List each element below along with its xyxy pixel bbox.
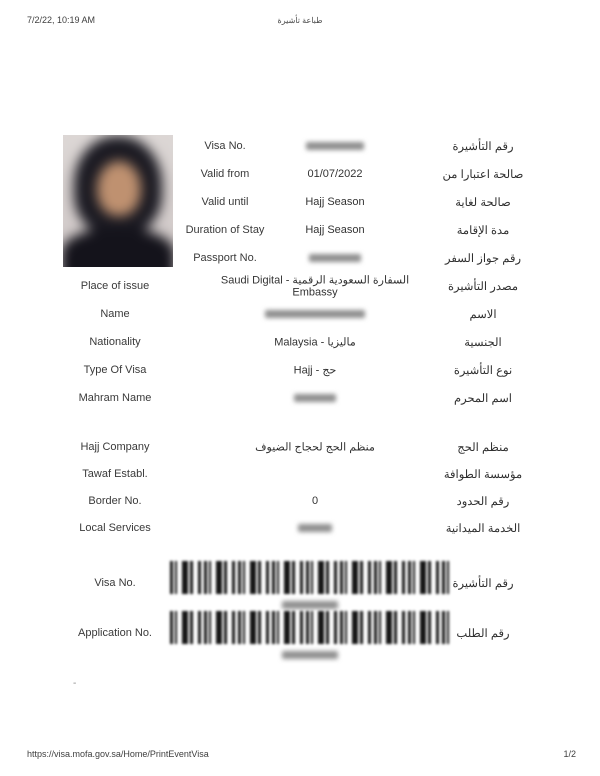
- barcode-image: [170, 611, 450, 644]
- field-label-ar: مدة الإقامة: [456, 225, 510, 237]
- print-document-title: طباعة تأشيرة: [277, 16, 323, 25]
- field-value: [200, 392, 430, 404]
- field-value: منظم الحج لحجاج الضيوف: [255, 441, 375, 453]
- field-label-en: Mahram Name: [78, 392, 152, 404]
- field-label-ar: مؤسسة الطوافة: [443, 468, 523, 481]
- field-label-ar: اسم المحرم: [454, 393, 512, 405]
- table-row-type-of-visa: [0, 356, 600, 384]
- field-value: [200, 308, 430, 320]
- field-label-en: Valid from: [200, 168, 250, 180]
- field-label-ar: رقم الطلب: [456, 628, 510, 640]
- table-row-valid-from: [0, 160, 600, 188]
- table-row-name: [0, 300, 600, 328]
- table-row-passport-no: [0, 244, 600, 272]
- print-datetime: 7/2/22, 10:19 AM: [27, 15, 96, 25]
- field-value: 01/07/2022: [307, 168, 363, 180]
- field-label-en: Type Of Visa: [83, 364, 147, 376]
- table-row-visa-no: [0, 132, 600, 160]
- field-label-en: Valid until: [201, 196, 249, 208]
- field-label-en: Local Services: [79, 521, 151, 534]
- application-no-barcode-block: [170, 611, 450, 662]
- field-label-en: Passport No.: [193, 252, 257, 264]
- field-label-en: Place of issue: [80, 280, 150, 292]
- table-row-tawaf-establ: [0, 460, 600, 487]
- field-label-en: Tawaf Establ.: [82, 467, 148, 480]
- services-section: [0, 433, 600, 541]
- field-label-ar: الجنسية: [464, 337, 502, 349]
- visa-no-barcode-block: [170, 561, 450, 612]
- field-value: [200, 522, 430, 534]
- field-value: Hajj Season: [305, 224, 365, 236]
- field-value: ماليزيا - Malaysia: [274, 336, 356, 349]
- field-label-ar: رقم التأشيرة: [452, 578, 514, 590]
- field-label-ar: رقم التأشيرة: [452, 141, 514, 153]
- barcode-image: [170, 561, 450, 594]
- table-row-duration-of-stay: [0, 216, 600, 244]
- table-row-mahram-name: [0, 384, 600, 412]
- redacted-value: [309, 254, 361, 262]
- field-label-en: Hajj Company: [80, 440, 150, 453]
- field-label-ar: نوع التأشيرة: [453, 365, 513, 377]
- table-row-local-services: [0, 514, 600, 541]
- field-value: حج - Hajj: [293, 364, 337, 377]
- field-label-en: Duration of Stay: [185, 224, 265, 236]
- field-label-en: Nationality: [89, 336, 141, 348]
- field-label-ar: رقم الحدود: [456, 495, 510, 508]
- field-label-ar: رقم جواز السفر: [444, 253, 521, 265]
- redacted-barcode-number: [282, 651, 338, 659]
- barcodes-section: [0, 557, 600, 657]
- redacted-value: [294, 394, 336, 402]
- field-label-en: Visa No.: [94, 577, 136, 589]
- table-row-nationality: [0, 328, 600, 356]
- print-footer-page-number: 1/2: [563, 749, 576, 759]
- field-label-ar: منظم الحج: [457, 441, 509, 454]
- redacted-value: [306, 142, 364, 150]
- field-value: السفارة السعودية الرقمية - Saudi Digital Embassy: [220, 274, 410, 299]
- redacted-value: [265, 310, 365, 318]
- field-label-en: Name: [100, 308, 130, 320]
- field-value: Hajj Season: [305, 196, 365, 208]
- field-label-ar: صالحة اعتبارا من: [442, 169, 524, 181]
- print-footer-url: https://visa.mofa.gov.sa/Home/PrintEventVisa: [27, 749, 209, 759]
- table-row-hajj-company: [0, 433, 600, 460]
- field-label-ar: مصدر التأشيرة: [447, 281, 519, 293]
- field-value: [215, 252, 455, 264]
- field-label-en: Visa No.: [204, 140, 246, 152]
- stray-mark: -: [73, 678, 77, 689]
- field-label-ar: الاسم: [469, 309, 497, 321]
- table-row-valid-until: [0, 188, 600, 216]
- barcode-row-application-no: [0, 607, 600, 657]
- field-label-en: Border No.: [88, 494, 142, 507]
- visa-details-table: [0, 132, 600, 657]
- field-value: [215, 140, 455, 152]
- field-label-ar: صالحة لغاية: [455, 197, 511, 209]
- field-value: 0: [311, 494, 319, 507]
- field-label-en: Application No.: [78, 627, 152, 639]
- barcode-row-visa-no: [0, 557, 600, 607]
- table-row-place-of-issue: [0, 272, 600, 300]
- field-label-ar: الخدمة الميدانية: [445, 522, 521, 535]
- redacted-value: [298, 524, 332, 532]
- table-row-border-no: [0, 487, 600, 514]
